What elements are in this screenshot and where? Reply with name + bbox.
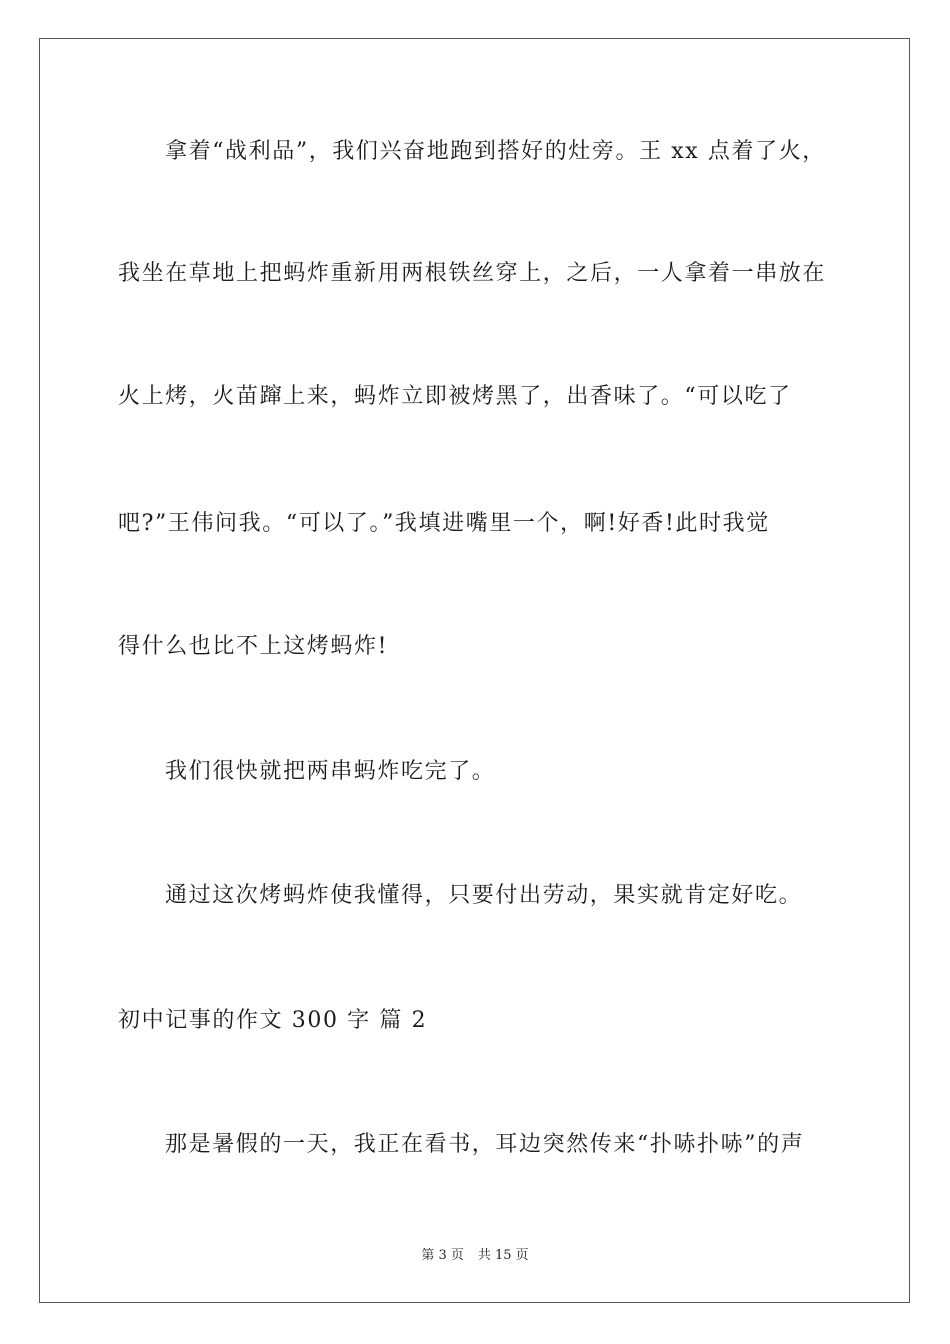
paragraph-line-6: 我们很快就把两串蚂炸吃完了。 [165,759,496,784]
page-footer [0,1247,950,1265]
paragraph-line-5: 得什么也比不上这烤蚂炸! [118,634,389,659]
paragraph-line-1: 拿着“战利品”，我们兴奋地跑到搭好的灶旁。王 xx 点着了火， [165,139,826,164]
section-heading: 初中记事的作文 300 字 篇 2 [118,1008,428,1033]
paragraph-line-3: 火上烤，火苗蹿上来，蚂炸立即被烤黑了，出香味了。“可以吃了 [118,384,792,409]
paragraph-line-4: 吧?”王伟问我。“可以了。”我填进嘴里一个，啊!好香!此时我觉 [118,511,770,536]
page-number: 第 3 页 [421,1248,464,1263]
page-border [39,38,910,1303]
paragraph-line-2: 我坐在草地上把蚂炸重新用两根铁丝穿上，之后，一人拿着一串放在 [118,261,827,286]
paragraph-line-8: 那是暑假的一天，我正在看书，耳边突然传来“扑哧扑哧”的声 [165,1132,805,1157]
paragraph-line-7: 通过这次烤蚂炸使我懂得，只要付出劳动，果实就肯定好吃。 [165,883,803,908]
total-pages: 共 15 页 [477,1248,529,1263]
